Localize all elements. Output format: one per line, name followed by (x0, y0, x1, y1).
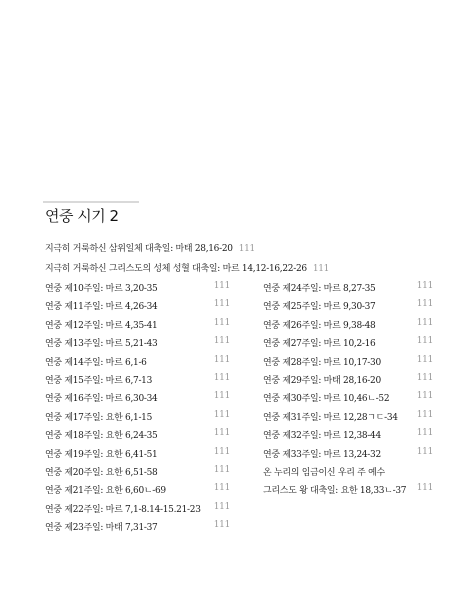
page-number: 111 (416, 299, 433, 310)
feast-entry[interactable] (45, 261, 329, 274)
entry-text: 연중 제31주일: 마르 12,28ㄱㄷ-34 (263, 412, 398, 423)
toc-entry[interactable] (45, 318, 230, 336)
entry-text: 연중 제20주일: 요한 6,51-58 (45, 467, 158, 478)
toc-entry[interactable] (263, 447, 433, 465)
toc-entry[interactable] (45, 502, 230, 520)
toc-entry[interactable] (263, 428, 433, 446)
entry-text: 연중 제25주일: 마르 9,30-37 (263, 302, 376, 313)
page-number: 111 (416, 409, 433, 420)
page-number: 111 (213, 281, 230, 291)
toc-entry[interactable] (45, 520, 230, 538)
page-number: 111 (416, 354, 433, 365)
toc-entry[interactable] (263, 299, 433, 317)
entry-text: 연중 제11주일: 마르 4,26-34 (45, 302, 158, 313)
entry-text: 지극히 거룩하신 그리스도의 성체 성혈 대축일: 마르 14,12-16,22-26 (45, 264, 307, 274)
page-number: 111 (312, 264, 330, 274)
entry-text: 연중 제10주일: 마르 3,20-35 (45, 284, 158, 294)
entry-text: 온 누리의 임금이신 우리 주 예수 (263, 467, 385, 478)
entry-text: 연중 제12주일: 마르 4,35-41 (45, 320, 158, 331)
entry-text: 연중 제13주일: 마르 5,21-43 (45, 339, 158, 350)
page-number: 111 (213, 464, 230, 475)
page-number: 111 (213, 354, 230, 365)
toc-entry[interactable] (263, 318, 433, 336)
entry-text: 연중 제15주일: 마르 6,7-13 (45, 375, 153, 386)
toc-entry (263, 465, 433, 483)
toc-entry[interactable] (45, 336, 230, 354)
entry-text: 연중 제17주일: 요한 6,1-15 (45, 412, 153, 423)
section-title: 연중 시기 2 (45, 207, 119, 225)
entry-text: 연중 제26주일: 마르 9,38-48 (263, 320, 376, 331)
toc-entry[interactable] (45, 373, 230, 391)
toc-entry[interactable] (45, 447, 230, 465)
page-number: 111 (416, 281, 433, 291)
page-number: 111 (213, 317, 230, 328)
toc-right-column (263, 281, 433, 502)
toc-entry[interactable] (45, 410, 230, 428)
entry-text: 지극히 거룩하신 삼위일체 대축일: 마태 28,16-20 (45, 244, 233, 254)
entry-text: 연중 제30주일: 마르 10,46ㄴ-52 (263, 394, 390, 405)
entry-text: 연중 제33주일: 마르 13,24-32 (263, 449, 381, 460)
page-number: 111 (416, 391, 433, 402)
toc-entry[interactable] (263, 410, 433, 428)
entry-text: 연중 제16주일: 마르 6,30-34 (45, 394, 158, 405)
page-number: 111 (416, 428, 433, 439)
page-number: 111 (213, 372, 230, 383)
page-number: 111 (213, 336, 230, 347)
toc-entry[interactable] (45, 299, 230, 317)
toc-entry[interactable] (263, 373, 433, 391)
entry-text: 연중 제22주일: 마르 7,1-8.14-15.21-23 (45, 504, 201, 515)
toc-entry[interactable] (45, 428, 230, 446)
toc-entry[interactable] (45, 281, 230, 299)
entry-text: 연중 제28주일: 마르 10,17-30 (263, 357, 381, 368)
entry-text: 연중 제23주일: 마태 7,31-37 (45, 523, 158, 534)
toc-entry[interactable] (45, 483, 230, 501)
toc-entry[interactable] (263, 355, 433, 373)
page-number: 111 (416, 483, 433, 494)
entry-text: 연중 제19주일: 요한 6,41-51 (45, 449, 158, 460)
page-number: 111 (416, 372, 433, 383)
feast-entry[interactable] (45, 241, 255, 254)
toc-entry[interactable] (45, 391, 230, 409)
page-number: 111 (213, 446, 230, 457)
toc-entry[interactable] (45, 465, 230, 483)
page-number: 111 (213, 483, 230, 494)
page-number: 111 (213, 299, 230, 310)
entry-text: 연중 제21주일: 요한 6,60ㄴ-69 (45, 486, 166, 497)
toc-left-column (45, 281, 230, 538)
entry-text: 연중 제27주일: 마르 10,2-16 (263, 339, 376, 350)
page-number: 111 (213, 520, 230, 531)
toc-entry[interactable] (263, 391, 433, 409)
page-number: 111 (416, 317, 433, 328)
section-divider (43, 201, 139, 203)
entry-text: 연중 제18주일: 요한 6,24-35 (45, 431, 158, 442)
entry-text: 연중 제14주일: 마르 6,1-6 (45, 357, 147, 368)
entry-text: 연중 제24주일: 마르 8,27-35 (263, 284, 376, 294)
toc-entry[interactable] (45, 355, 230, 373)
toc-entry[interactable] (263, 281, 433, 299)
page-number: 111 (213, 501, 230, 512)
toc-entry[interactable] (263, 336, 433, 354)
page-number: 111 (238, 244, 255, 254)
entry-text: 연중 제29주일: 마태 28,16-20 (263, 375, 381, 386)
page-number: 111 (416, 446, 433, 457)
page-number: 111 (213, 428, 230, 439)
entry-text: 연중 제32주일: 마르 12,38-44 (263, 431, 381, 442)
page-number: 111 (213, 391, 230, 402)
page-number: 111 (213, 409, 230, 420)
toc-entry[interactable] (263, 483, 433, 501)
page-number: 111 (416, 336, 433, 347)
entry-text: 그리스도 왕 대축일: 요한 18,33ㄴ-37 (263, 486, 407, 497)
